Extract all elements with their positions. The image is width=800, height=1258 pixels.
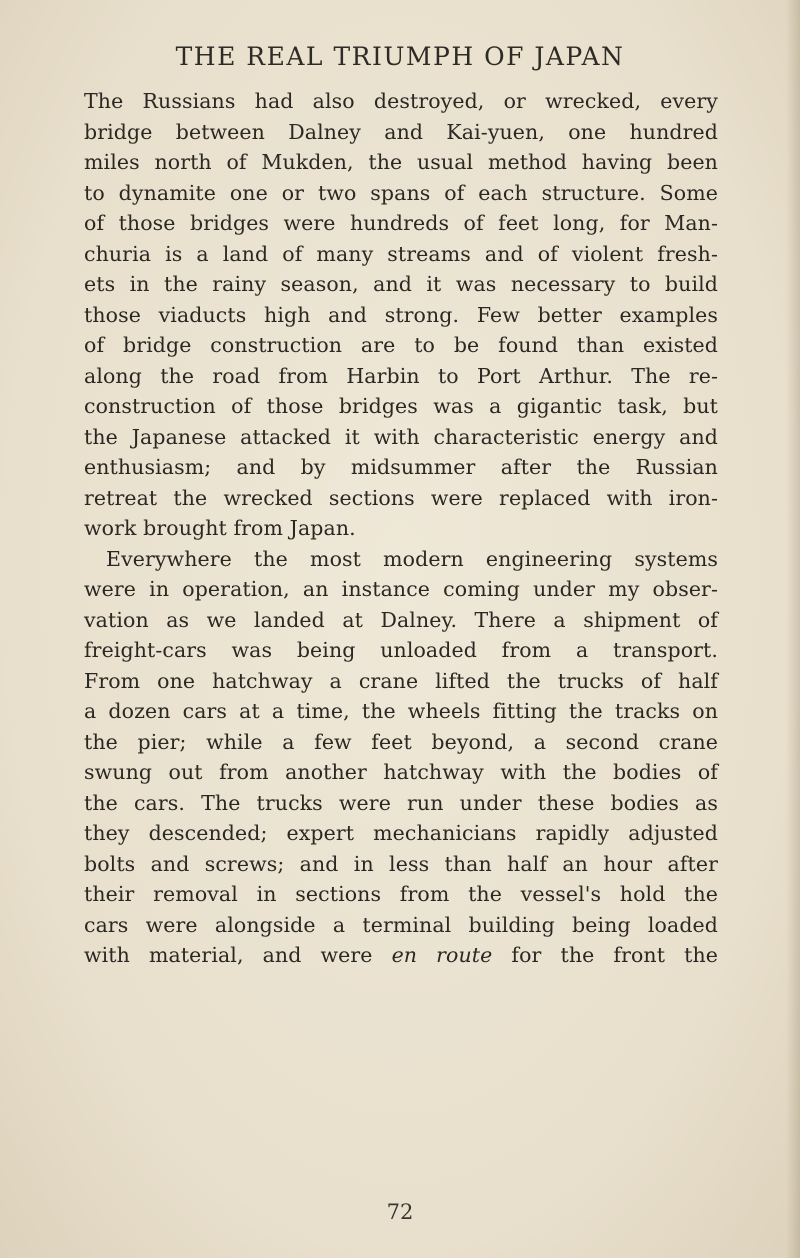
text-line: From one hatchway a crane lifted the trucks of half — [84, 668, 718, 693]
running-head: THE REAL TRIUMPH OF JAPAN — [175, 42, 625, 71]
paragraph-last-line: work brought from Japan. — [84, 516, 356, 540]
body-text — [84, 86, 718, 971]
text-line: freight-cars was being unloaded from a transport. — [84, 638, 718, 662]
text-line: they descended; expert mechanicians rapidly adjusted — [84, 821, 718, 845]
text-line: the Japanese attacked it with characteristic energy and — [84, 424, 718, 449]
text-line: The Russians had also destroyed, or wrecked, every — [84, 89, 718, 113]
text-line: bolts and screws; and in less than half an hour after — [84, 851, 718, 876]
text-line: vation as we landed at Dalney. There a shipment of — [84, 607, 718, 632]
paragraph-first-line: Everywhere the most modern engineering systems — [106, 546, 718, 571]
text-line: their removal in sections from the vessel's hold the — [84, 882, 718, 906]
text-line: bridge between Dalney and Kai-yuen, one hundred — [84, 119, 718, 144]
text-line: the pier; while a few feet beyond, a second crane — [84, 729, 718, 754]
text-line: the cars. The trucks were run under these bodies as — [84, 790, 718, 815]
text-line: retreat the wrecked sections were replaced with iron- — [84, 485, 718, 510]
text-line: of those bridges were hundreds of feet long, for Man- — [84, 211, 718, 235]
text-line: enthusiasm; and by midsummer after the Russian — [84, 455, 718, 479]
text-line: swung out from another hatchway with the bodies of — [84, 760, 718, 784]
text-line: of bridge construction are to be found than existed — [84, 333, 718, 357]
text-line: were in operation, an instance coming under my obser- — [84, 577, 718, 601]
text-line: ets in the rainy season, and it was necessary to build — [84, 272, 718, 296]
text-line: to dynamite one or two spans of each structure. Some — [84, 180, 718, 205]
final-line-start: with material, and were — [84, 943, 392, 967]
page-edge-shadow — [786, 0, 800, 1258]
text-line: those viaducts high and strong. Few better examples — [84, 302, 718, 327]
page-number: 72 — [386, 1200, 414, 1224]
text-line: miles north of Mukden, the usual method having been — [84, 150, 718, 174]
text-line-final — [84, 940, 718, 971]
final-line-end: for the front the — [492, 943, 718, 967]
text-line: a dozen cars at a time, the wheels fitting the tracks on — [84, 699, 718, 723]
text-line: along the road from Harbin to Port Arthur. The re- — [84, 363, 718, 388]
text-line: churia is a land of many streams and of violent fresh- — [84, 241, 718, 266]
italic-phrase: en route — [391, 943, 493, 967]
text-line: cars were alongside a terminal building being loaded — [84, 912, 718, 937]
text-line: construction of those bridges was a gigantic task, but — [84, 394, 718, 418]
